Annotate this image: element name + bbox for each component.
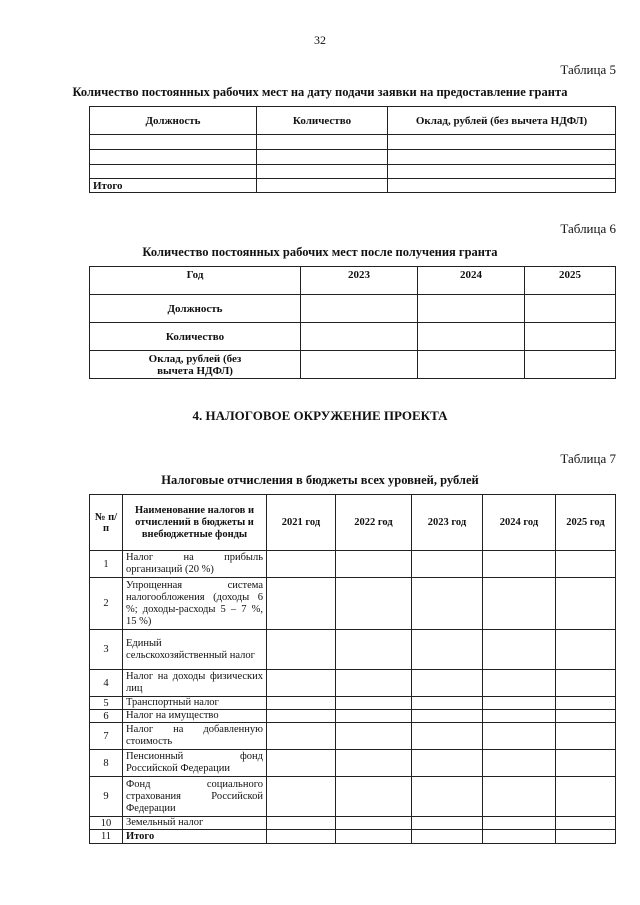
table7-cell[interactable] [336,670,412,697]
table7-cell[interactable] [556,817,616,830]
table7-cell[interactable] [336,817,412,830]
table7-cell[interactable] [483,578,556,630]
table7-header-year-5: 2025 год [556,495,616,551]
table7-header-year-2: 2022 год [336,495,412,551]
table7-cell[interactable] [336,710,412,723]
table7-cell[interactable] [556,551,616,578]
table7-row [90,578,616,630]
table5-row [90,150,616,165]
table6-cell[interactable] [525,295,616,323]
table7-cell[interactable] [412,697,483,710]
table7-row [90,670,616,697]
table7-cell[interactable] [483,830,556,844]
table7-cell[interactable] [267,670,336,697]
table7-row [90,750,616,777]
table5-label: Таблица 5 [560,62,616,77]
table7-cell[interactable] [483,723,556,750]
table5-row [90,165,616,179]
table5-row [90,135,616,150]
table6-cell[interactable] [525,323,616,351]
table5-cell[interactable] [90,165,257,179]
table7-cell[interactable] [267,551,336,578]
table7-title: Налоговые отчисления в бюджеты всех уровней, рублей [161,473,479,487]
table5-cell[interactable] [388,165,616,179]
table7-cell[interactable] [267,777,336,817]
table7-cell[interactable] [336,578,412,630]
table7-row [90,630,616,670]
table6-title: Количество постоянных рабочих мест после получения гранта [142,245,498,259]
table5-header-position: Должность [90,107,257,135]
table7-row-name: Итого [123,830,267,844]
table7-cell[interactable] [412,578,483,630]
table7-cell[interactable] [336,551,412,578]
page-number: 32 [314,33,326,47]
table6-row [90,295,616,323]
table7-row-number: 1 [90,551,123,578]
table7-row-number: 8 [90,750,123,777]
table7-cell[interactable] [556,630,616,670]
table7-row [90,697,616,710]
table7-row-name: Пенсионный фонд Российской Федерации [123,750,267,777]
table7-row-name: Налог на доходы физических лиц [123,670,267,697]
table7-cell[interactable] [483,551,556,578]
table5 [89,106,616,193]
table5-header-salary: Оклад, рублей (без вычета НДФЛ) [388,107,616,135]
table5-cell[interactable] [388,179,616,193]
table5-cell[interactable] [90,150,257,165]
table7-cell[interactable] [483,670,556,697]
table6-cell[interactable] [301,323,418,351]
table7-cell[interactable] [336,750,412,777]
table7-row-name: Фонд социального страхования Российской Федерации [123,777,267,817]
table6-row-label: Количество [90,323,301,351]
table7-cell[interactable] [556,750,616,777]
table7-row-number: 5 [90,697,123,710]
table7-cell[interactable] [267,630,336,670]
table6-row [90,351,616,379]
table7-cell[interactable] [412,830,483,844]
table7-row-name: Налог на добавленную стоимость [123,723,267,750]
table7-row [90,830,616,844]
table7-cell[interactable] [412,777,483,817]
table5-cell[interactable] [257,179,388,193]
table7-header-num: № п/п [90,495,123,551]
table7-row-number: 4 [90,670,123,697]
table7-cell[interactable] [556,670,616,697]
table7-cell[interactable] [556,697,616,710]
table6-cell[interactable] [301,351,418,379]
table6-row [90,323,616,351]
table7-row [90,551,616,578]
table7-cell[interactable] [483,817,556,830]
table7-cell[interactable] [267,817,336,830]
table7-cell[interactable] [483,710,556,723]
table5-total-label: Итого [90,179,257,193]
table6-cell[interactable] [525,351,616,379]
table7-cell[interactable] [483,697,556,710]
table6 [89,266,616,379]
table7-cell[interactable] [336,777,412,817]
table6-cell[interactable] [418,323,525,351]
table7-cell[interactable] [483,777,556,817]
table6-cell[interactable] [418,351,525,379]
table7-header-year-3: 2023 год [412,495,483,551]
table7-row [90,817,616,830]
table7-cell[interactable] [267,723,336,750]
table7-cell[interactable] [412,630,483,670]
table7-cell[interactable] [267,578,336,630]
table6-cell[interactable] [418,295,525,323]
table6-header-year-3: 2025 [525,267,616,295]
table7-cell[interactable] [556,723,616,750]
table7-row-number: 7 [90,723,123,750]
table7-row-number: 2 [90,578,123,630]
table7-cell[interactable] [267,710,336,723]
table7-cell[interactable] [336,830,412,844]
table7-cell[interactable] [556,777,616,817]
table7-row-number: 3 [90,630,123,670]
table7-cell[interactable] [556,710,616,723]
table5-total-row [90,179,616,193]
table7-cell[interactable] [412,817,483,830]
table5-cell[interactable] [257,165,388,179]
table5-cell[interactable] [257,150,388,165]
table7-row-name: Транспортный налог [123,697,267,710]
table7-cell[interactable] [336,630,412,670]
table7-cell[interactable] [336,723,412,750]
table7-cell[interactable] [412,551,483,578]
table7-header-name: Наименование налогов и отчислений в бюджеты и внебюджетные фонды [123,495,267,551]
section-heading: 4. НАЛОГОВОЕ ОКРУЖЕНИЕ ПРОЕКТА [192,408,448,423]
table7-cell[interactable] [412,710,483,723]
table6-cell[interactable] [301,295,418,323]
table7-cell[interactable] [556,830,616,844]
table7-row [90,723,616,750]
table7-header-year-4: 2024 год [483,495,556,551]
table7-cell[interactable] [483,750,556,777]
table7-row [90,710,616,723]
table7 [89,494,616,844]
table5-cell[interactable] [388,150,616,165]
table7-row-name: Налог на имущество [123,710,267,723]
table7-cell[interactable] [412,750,483,777]
table5-cell[interactable] [90,135,257,150]
table7-label: Таблица 7 [560,451,616,466]
table6-row-label: Оклад, рублей (без вычета НДФЛ) [90,351,301,379]
table7-header-year-1: 2021 год [267,495,336,551]
table7-cell[interactable] [267,750,336,777]
table7-row-name: Единый сельскохозяйственный налог [123,630,267,670]
table5-title: Количество постоянных рабочих мест на дату подачи заявки на предоставление гранта [72,85,568,99]
table7-cell[interactable] [556,578,616,630]
table6-row-label: Должность [90,295,301,323]
table7-row-number: 6 [90,710,123,723]
table7-cell[interactable] [336,697,412,710]
table5-cell[interactable] [257,135,388,150]
table6-header-year-1: 2023 [301,267,418,295]
table7-cell[interactable] [483,630,556,670]
table7-row-name: Земельный налог [123,817,267,830]
table7-row-name: Налог на прибыль организаций (20 %) [123,551,267,578]
table7-cell[interactable] [412,723,483,750]
table6-header-year: Год [90,267,301,295]
table7-row-number: 9 [90,777,123,817]
table7-row [90,777,616,817]
table7-row-name: Упрощенная система налогообложения (доходы 6 %; доходы-расходы 5 – 7 %, 15 %) [123,578,267,630]
table7-row-number: 11 [90,830,123,844]
table5-cell[interactable] [388,135,616,150]
table7-row-number: 10 [90,817,123,830]
table6-header-year-2: 2024 [418,267,525,295]
table7-cell[interactable] [267,697,336,710]
table7-cell[interactable] [412,670,483,697]
table6-label: Таблица 6 [560,221,616,236]
table5-header-quantity: Количество [257,107,388,135]
table7-cell[interactable] [267,830,336,844]
